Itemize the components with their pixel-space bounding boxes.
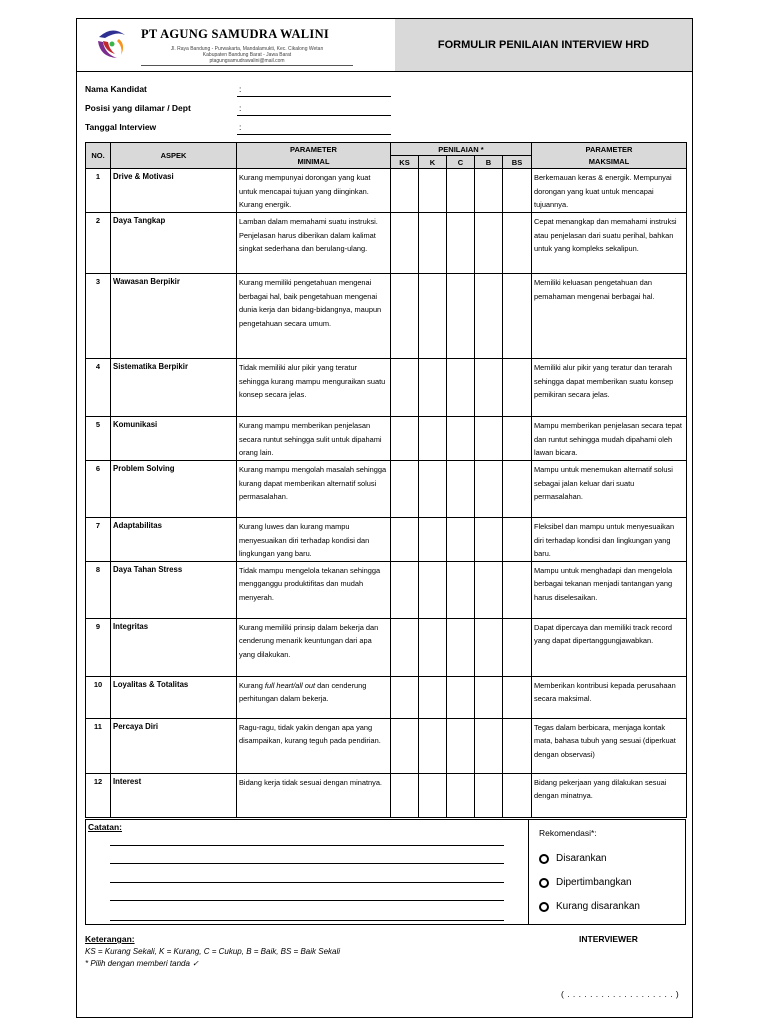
row-param-min [237,676,391,718]
header-no: NO. [86,143,111,169]
row-no: 5 [86,417,111,461]
score-bs-cell[interactable] [503,676,532,718]
score-c-cell[interactable] [447,618,475,676]
row-param-max: Bidang pekerjaan yang dilakukan sesuai dengan minatnya. [532,773,687,817]
header-aspek: ASPEK [111,143,237,169]
row-no: 1 [86,169,111,213]
param-min-text-italic: full heart/all out [264,680,316,690]
score-b-cell[interactable] [475,461,503,518]
header-k: K [419,156,447,169]
row-no: 3 [86,274,111,359]
score-bs-cell[interactable] [503,417,532,461]
row-aspek: Integritas [111,618,237,676]
input-posisi[interactable] [237,104,391,116]
score-bs-cell[interactable] [503,718,532,773]
score-ks-cell[interactable] [391,561,419,618]
row-param-min: Ragu-ragu, tidak yakin dengan apa yang disampaikan, kurang teguh pada pendirian. [237,718,391,773]
table-row [86,618,687,676]
row-aspek: Sistematika Berpikir [111,359,237,417]
interviewer-label: INTERVIEWER [579,934,638,944]
score-bs-cell[interactable] [503,359,532,417]
input-nama-kandidat[interactable] [237,85,391,97]
score-k-cell[interactable] [419,169,447,213]
note-line [110,882,504,883]
option-label: Kurang disarankan [556,901,640,912]
company-name: PT AGUNG SAMUDRA WALINI [141,27,330,41]
score-k-cell[interactable] [419,718,447,773]
row-param-min: Kurang memiliki pengetahuan mengenai berbagai hal, baik pengetahuan mengenai dunia kerja dan bidang-bidangnya, maupun pengetahuan secara umum. [237,274,391,359]
score-bs-cell[interactable] [503,518,532,562]
label-posisi: Posisi yang dilamar / Dept [85,103,191,113]
table-row [86,718,687,773]
score-c-cell[interactable] [447,676,475,718]
header-param-min: PARAMETER [237,143,391,156]
note-line [110,900,504,901]
score-c-cell[interactable] [447,169,475,213]
header-param-max: PARAMETER [532,143,687,156]
table-row [86,417,687,461]
row-aspek: Problem Solving [111,461,237,518]
row-param-max: Memberikan kontribusi kepada perusahaan secara maksimal. [532,676,687,718]
header-param-max-sub: MAKSIMAL [532,156,687,169]
score-k-cell[interactable] [419,359,447,417]
input-tanggal[interactable] [237,123,391,135]
score-ks-cell[interactable] [391,518,419,562]
option-disarankan[interactable] [539,853,607,864]
row-aspek: Adaptabilitas [111,518,237,562]
score-c-cell[interactable] [447,359,475,417]
rekomendasi-box [529,819,686,925]
header-bs: BS [503,156,532,169]
row-no: 9 [86,618,111,676]
row-param-max: Memiliki alur pikir yang teratur dan terarah sehingga dapat memberikan suatu konsep pemikiran secara jelas. [532,359,687,417]
row-aspek: Komunikasi [111,417,237,461]
score-ks-cell[interactable] [391,274,419,359]
note-line [110,920,504,921]
row-aspek: Loyalitas & Totalitas [111,676,237,718]
param-min-text-post: dan cenderung perhitungan dalam bekerja. [239,680,367,704]
score-k-cell[interactable] [419,461,447,518]
company-email: ptagungsamudrawalini@mail.com [209,58,285,64]
score-ks-cell[interactable] [391,417,419,461]
score-c-cell[interactable] [447,518,475,562]
label-tanggal: Tanggal Interview [85,122,157,132]
score-bs-cell[interactable] [503,618,532,676]
score-b-cell[interactable] [475,773,503,817]
row-aspek: Percaya Diri [111,718,237,773]
row-param-max: Mampu untuk menemukan alternatif solusi sebagai jalan keluar dari suatu permasalahan. [532,461,687,518]
row-param-min: Kurang mempunyai dorongan yang kuat untuk mencapai tujuan yang diinginkan. Kurang energik. [237,169,391,213]
score-bs-cell[interactable] [503,274,532,359]
row-param-min: Kurang memiliki prinsip dalam bekerja dan cenderung menarik keuntungan dari apa yang dilakukan. [237,618,391,676]
score-bs-cell[interactable] [503,773,532,817]
row-param-min: Bidang kerja tidak sesuai dengan minatnya. [237,773,391,817]
score-c-cell[interactable] [447,718,475,773]
option-dipertimbangkan[interactable] [539,877,632,888]
note-line [110,845,504,846]
signature-line[interactable]: ( . . . . . . . . . . . . . . . . . . . ) [561,989,680,999]
row-param-min: Tidak memiliki alur pikir yang teratur sehingga kurang mampu menguraikan suatu konsep secara jelas. [237,359,391,417]
company-logo-icon [95,27,129,61]
score-k-cell[interactable] [419,417,447,461]
score-c-cell[interactable] [447,417,475,461]
table-row [86,461,687,518]
score-b-cell[interactable] [475,518,503,562]
row-no: 11 [86,718,111,773]
score-bs-cell[interactable] [503,561,532,618]
row-param-min: Tidak mampu mengelola tekanan sehingga mengganggu produktifitas dan mudah menyerah. [237,561,391,618]
row-param-min: Kurang luwes dan kurang mampu menyesuaikan diri terhadap kondisi dan lingkungan yang baru. [237,518,391,562]
score-b-cell[interactable] [475,213,503,274]
row-param-max: Berkemauan keras & energik. Mempunyai dorongan yang kuat untuk mencapai tujuannya. [532,169,687,213]
row-param-max: Cepat menangkap dan memahami instruksi atau penjelasan dari suatu perihal, bahkan untuk yang kompleks sekalipun. [532,213,687,274]
score-ks-cell[interactable] [391,461,419,518]
score-b-cell[interactable] [475,718,503,773]
form-title: FORMULIR PENILAIAN INTERVIEW HRD [395,19,692,71]
note-line [110,863,504,864]
score-b-cell[interactable] [475,676,503,718]
row-no: 7 [86,518,111,562]
row-aspek: Wawasan Berpikir [111,274,237,359]
header-ks: KS [391,156,419,169]
form-page [76,18,693,1018]
catatan-label: Catatan: [88,822,123,832]
row-param-max: Memiliki keluasan pengetahuan dan pemahaman mengenai berbagai hal. [532,274,687,359]
assessment-table [85,142,687,818]
keterangan-note: * Pilih dengan memberi tanda ✓ [85,959,199,968]
company-address-2: Kabupaten Bandung Barat - Jawa Barat [202,52,292,58]
score-bs-cell[interactable] [503,213,532,274]
score-ks-cell[interactable] [391,213,419,274]
table-row [86,274,687,359]
table-row [86,518,687,562]
score-c-cell[interactable] [447,461,475,518]
radio-icon[interactable] [539,878,549,888]
notes-section [85,819,686,925]
score-b-cell[interactable] [475,561,503,618]
score-b-cell[interactable] [475,359,503,417]
colon-posisi: : [239,103,242,113]
option-kurang-disarankan[interactable] [539,901,640,912]
radio-icon[interactable] [539,854,549,864]
score-k-cell[interactable] [419,676,447,718]
row-aspek: Daya Tangkap [111,213,237,274]
header-penilaian: PENILAIAN * [391,143,532,156]
table-row [86,676,687,718]
score-b-cell[interactable] [475,274,503,359]
keterangan-section [85,934,340,968]
company-address-1: Jl. Raya Bandung - Purwakarta, Mandalamukti, Kec. Cikalong Wetan [170,46,324,52]
score-k-cell[interactable] [419,773,447,817]
score-k-cell[interactable] [419,213,447,274]
header-param-min-sub: MINIMAL [237,156,391,169]
form-header [77,19,692,72]
address-divider [141,65,353,66]
score-k-cell[interactable] [419,561,447,618]
score-ks-cell[interactable] [391,718,419,773]
row-no: 8 [86,561,111,618]
score-c-cell[interactable] [447,213,475,274]
score-c-cell[interactable] [447,274,475,359]
header-c: C [447,156,475,169]
row-aspek: Daya Tahan Stress [111,561,237,618]
label-nama-kandidat: Nama Kandidat [85,84,147,94]
table-row [86,773,687,817]
row-no: 10 [86,676,111,718]
param-min-text-pre: Kurang [239,680,265,690]
row-param-min: Lamban dalam memahami suatu instruksi. Penjelasan harus diberikan dalam kalimat singkat sederhana dan berulang-ulang. [237,213,391,274]
row-no: 6 [86,461,111,518]
table-row [86,169,687,213]
row-param-min: Kurang mampu mengolah masalah sehingga kurang dapat memberikan alternatif solusi permasalahan. [237,461,391,518]
row-param-max: Tegas dalam berbicara, menjaga kontak mata, bahasa tubuh yang sesuai (diperkuat dengan observasi) [532,718,687,773]
score-ks-cell[interactable] [391,359,419,417]
row-param-max: Dapat dipercaya dan memiliki track record yang dapat dipertanggungjawabkan. [532,618,687,676]
header-b: B [475,156,503,169]
table-row [86,359,687,417]
score-b-cell[interactable] [475,169,503,213]
table-row [86,213,687,274]
score-k-cell[interactable] [419,274,447,359]
rekomendasi-label: Rekomendasi*: [539,828,597,838]
score-b-cell[interactable] [475,618,503,676]
option-label: Dipertimbangkan [556,877,632,888]
company-header [77,19,396,71]
keterangan-title: Keterangan: [85,934,135,944]
row-no: 12 [86,773,111,817]
row-no: 2 [86,213,111,274]
row-param-min: Kurang mampu memberikan penjelasan secara runtut sehingga sulit untuk dipahami orang lain. [237,417,391,461]
row-aspek: Interest [111,773,237,817]
catatan-box[interactable] [85,819,529,925]
row-no: 4 [86,359,111,417]
colon-nama: : [239,84,242,94]
row-aspek: Drive & Motivasi [111,169,237,213]
score-c-cell[interactable] [447,773,475,817]
score-ks-cell[interactable] [391,676,419,718]
row-param-max: Mampu untuk menghadapi dan mengelola berbagai tekanan menjadi tantangan yang harus diselesaikan. [532,561,687,618]
row-param-max: Mampu memberikan penjelasan secara tepat dan runtut sehingga mudah dipahami oleh lawan bicara. [532,417,687,461]
score-b-cell[interactable] [475,417,503,461]
table-row [86,561,687,618]
radio-icon[interactable] [539,902,549,912]
score-bs-cell[interactable] [503,461,532,518]
colon-tanggal: : [239,122,242,132]
score-k-cell[interactable] [419,618,447,676]
score-ks-cell[interactable] [391,618,419,676]
option-label: Disarankan [556,853,607,864]
score-c-cell[interactable] [447,561,475,618]
keterangan-scale: KS = Kurang Sekali, K = Kurang, C = Cukup, B = Baik, BS = Baik Sekali [85,947,341,956]
score-ks-cell[interactable] [391,773,419,817]
score-k-cell[interactable] [419,518,447,562]
score-bs-cell[interactable] [503,169,532,213]
row-param-max: Fleksibel dan mampu untuk menyesuaikan diri terhadap kondisi dan lingkungan yang baru. [532,518,687,562]
score-ks-cell[interactable] [391,169,419,213]
